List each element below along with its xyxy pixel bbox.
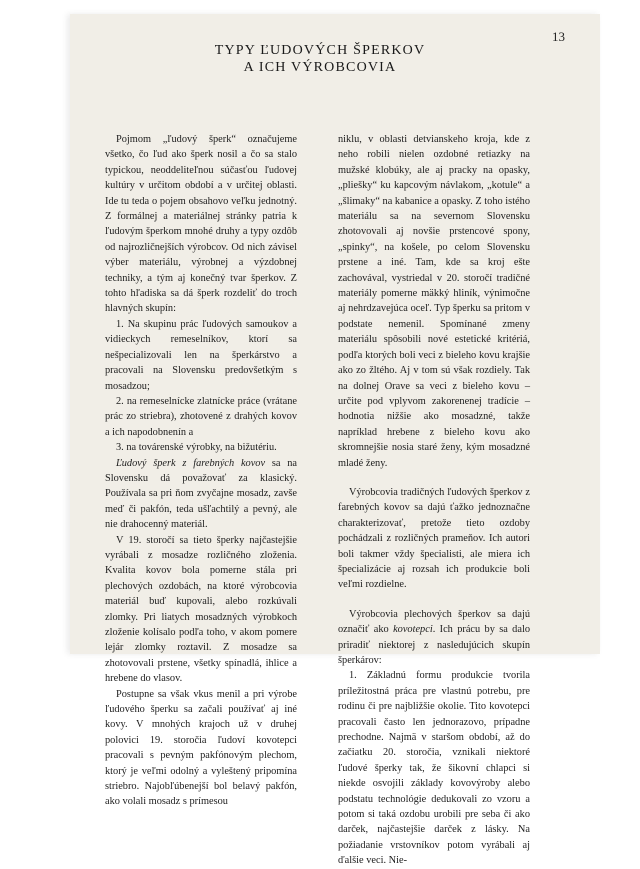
- paragraph: [338, 607, 530, 669]
- paragraph-text-tail: . Ich prácu by sa dalo priradiť niektorej z nasledujúcich skupín šperkárov:: [338, 624, 530, 666]
- paragraph: niklu, v oblasti detvianskeho kroja, kde z neho robili nielen ozdobné retiazky na mužské klobúky, ale aj pracky na opasky, „pliešky“ ku kapcovým návlakom, „kotule“ a „šlimaky“ na kabanice a opasky. Z toho istého materiálu sa na severnom Slovensku zhotovovali aj novšie prstencové spony, „spinky“, na košele, po celom Slovensku prstene a iné. Tam, kde sa kroj ešte zachovával, vystriedal v 20. storočí tradičné materiály pomerne mäkký hliník, výnimočne aj nehrdzavejúca oceľ. Typ šperku sa pritom v podstate nemenil. Spomínané zmeny materiálu spôsobili nové estetické kritériá, podľa ktorých boli veci z bieleho kovu krajšie ako zo žltého. Aj v tom sú však rozdiely. Tak na dolnej Orave sa veci z bieleho kovu – určite pod vplyvom zakorenenej tradície – hodnotia nižšie ako mosadzné, takže napríklad hrebene z bieleho kovu ako skromnejšie nosia staré ženy, kým mosadzné mladé ženy.: [338, 134, 530, 469]
- italic-phrase: Ľudový šperk z farebných kovov: [116, 457, 266, 469]
- paragraph: 1. Základnú formu produkcie tvorila príležitostná práca pre vlastnú potrebu, pre rodinu či pre najbližšie okolie. Tito kovotepci pracovali často len jednorazovo, prípadne prechodne. Najmä v staršom období, až do začiatku 20. storočia, vznikali niektoré ľudové šperky tak, že šikovní chlapci si niekde osvojili základy kovovýroby alebo podstatu technológie dedukovali zo vzoru a potom si taká ozdobu urobili pre seba či ako darček, najčastejšie darček z lásky. Na požiadanie vrstovníkov potom vyrábali aj ďalšie veci. Nie-: [338, 670, 530, 867]
- page-number: 13: [552, 29, 565, 44]
- paragraph: 1. Na skupinu prác ľudových samoukov a vidieckych remeselníkov, ktorí sa nešpecializovali len na šperkárstvo a pracovali na Slovensku predovšetkým s mosadzou;: [105, 318, 297, 392]
- book-page: [70, 14, 600, 867]
- right-column: [338, 132, 530, 869]
- left-column: [105, 132, 297, 810]
- paragraph: Pojmom „ľudový šperk“ označujeme všetko, čo ľud ako šperk nosil a čo sa stalo typickou, neoddeliteľnou súčasťou ľudovej kultúry v určitom období a v určitej oblasti. Ide tu teda o pojem obsahovo veľku jednotný. Z formálnej a materiálnej stránky patria k ľudovým šperkom mnohé druhy a typy ozdôb od najrozličnejších výrobcov. Od nich závisel výber materiálu, výrobnej a výzdobnej techniky, a tým aj konečný tvar šperkov. Z tohto hľadiska sa dá šperk rozdeliť do troch hlavných skupín:: [105, 134, 297, 315]
- paragraph: Výrobcovia tradičných ľudových šperkov z farebných kovov sa dajú ťažko jednoznačne charakterizovať, pretože tieto ozdoby pochádzali z rozličných prameňov. Ich autori boli takmer vždy špecialisti, ale miera ich špecializácie aj rozsah ich produkcie boli veľmi rozdielne.: [338, 486, 530, 591]
- paragraph: 3. na továrenské výrobky, na bižutériu.: [116, 442, 277, 454]
- paragraph: Postupne sa však vkus menil a pri výrobe ľudového šperku sa začali používať aj iné kovy. V mnohých krajoch už v druhej polovici 19. storočia ľudoví kovotepci pracovali s pevným pakfónovým plechom, ktorý je veľmi odolný a vyleštený pripomína striebro. Najobľúbenejší bol belavý pakfón, ako volali mosadz s prímesou: [105, 688, 297, 808]
- paragraph: V 19. storočí sa tieto šperky najčastejšie vyrábali z mosadze rozličného zloženia. Kvalita kovov bola pomerne stála pri plechových ozdobách, na ktoré výrobcovia materiál buď kupovali, alebo rozkúvali zlomky. Pri liatych mosadzných výrobkoch zloženie kolísalo podľa toho, v akom pomere lejár zlomky roztavil. Z mosadze sa zhotovovali prstene, všetky spínadlá, ihlice a hrebene do vlasov.: [105, 534, 297, 685]
- title-line-1: TYPY ĽUDOVÝCH ŠPERKOV: [214, 43, 426, 58]
- title-line-2: A ICH VÝROBCOVIA: [243, 60, 397, 75]
- paragraph: [105, 456, 297, 533]
- italic-term: kovotepci: [393, 624, 433, 636]
- paragraph-text: Výrobcovia plechových šperkov sa dajú označiť ako: [338, 608, 530, 636]
- paragraph: 2. na remeselnícke zlatnícke práce (vrátane prác zo striebra), zhotovené z drahých kovov a ich napodobnenín a: [105, 395, 297, 438]
- page-title: [70, 42, 570, 76]
- paragraph-text: sa na Slovensku dá považovať za klasický. Používala sa pri ňom zvyčajne mosadz, zavše meď či pakfón, teda ušľachtilý a pevný, ale nie drahocenný materiál.: [105, 457, 297, 531]
